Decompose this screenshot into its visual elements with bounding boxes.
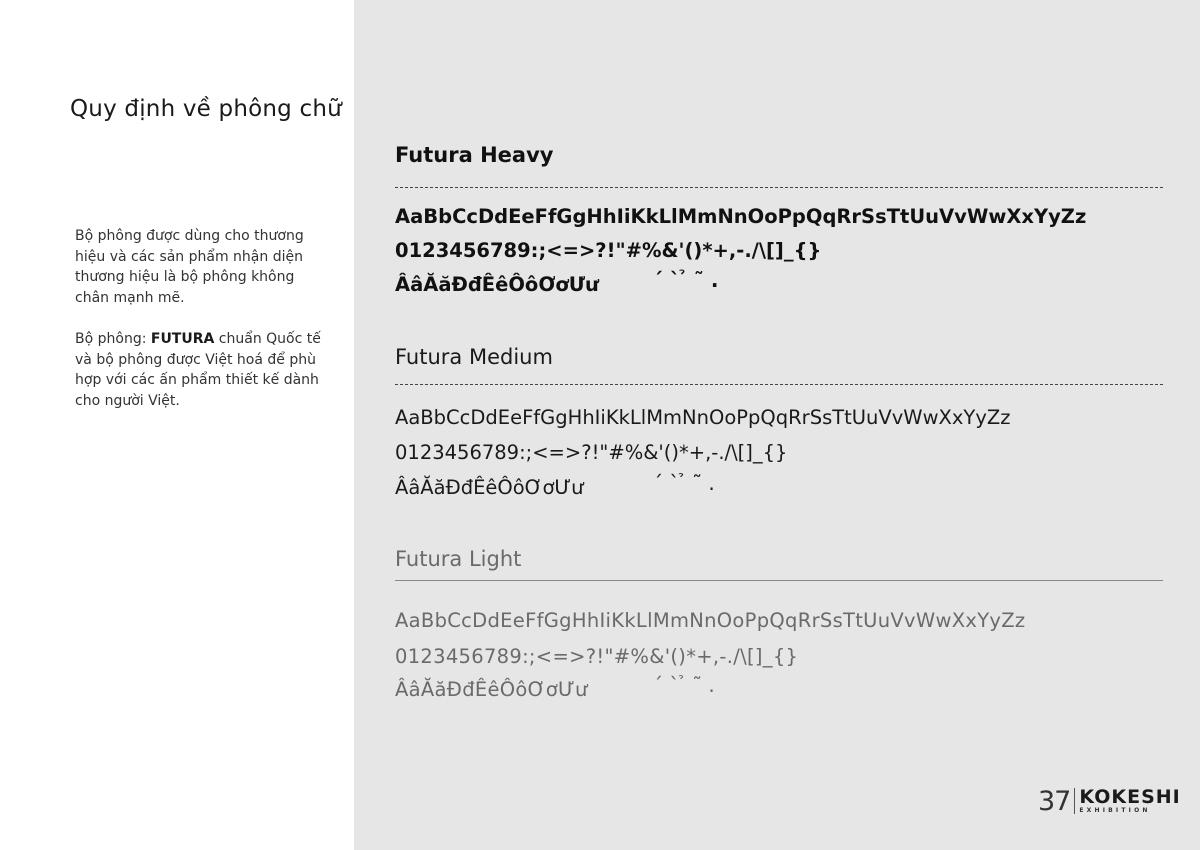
alphabet-line: AaBbCcDdEeFfGgHhIiKkLlMmNnOoPpQqRrSsTtUuVvWwXxYyZz bbox=[395, 205, 1087, 228]
vietnamese-line: ÂâĂăĐđÊêÔôƠơƯư bbox=[395, 476, 584, 499]
diacritic-marks: ´ ` ̉ ˜ . bbox=[653, 268, 719, 292]
symbols-line: 0123456789:;<=>?!"#%&'()*+,-./\[]_{} bbox=[395, 645, 799, 668]
brand-footer bbox=[1038, 784, 1181, 818]
brand-logo bbox=[1079, 788, 1180, 814]
font-family-suffix: chuẩn Quốc tế và bộ phông được Việt hoá để phù hợp với các ấn phẩm thiết kế dành cho người Việt. bbox=[75, 331, 321, 409]
font-family-note bbox=[75, 329, 325, 411]
vietnamese-line: ÂâĂăĐđÊêÔôƠơƯư bbox=[395, 273, 599, 296]
alphabet-line: AaBbCcDdEeFfGgHhIiKkLlMmNnOoPpQqRrSsTtUuVvWwXxYyZz bbox=[395, 406, 1011, 429]
font-specimen-heavy bbox=[395, 142, 1163, 312]
divider-dashed bbox=[395, 384, 1163, 385]
font-description: Bộ phông được dùng cho thương hiệu và các sản phẩm nhận diện thương hiệu là bộ phông không chân mạnh mẽ. bbox=[75, 228, 304, 306]
font-family-prefix: Bộ phông: bbox=[75, 331, 151, 347]
font-specimen-light bbox=[395, 546, 1163, 716]
diacritic-marks: ´ ` ̉ ˜ . bbox=[653, 673, 715, 697]
diacritic-marks: ´ ` ̉ ˜ . bbox=[653, 471, 715, 495]
vietnamese-line: ÂâĂăĐđÊêÔôƠơƯư bbox=[395, 678, 588, 701]
left-panel bbox=[0, 0, 354, 850]
brand-name: KOKESHI bbox=[1079, 786, 1181, 808]
brand-separator bbox=[1074, 788, 1075, 814]
symbols-line: 0123456789:;<=>?!"#%&'()*+,-./\[]_{} bbox=[395, 441, 788, 464]
font-name-medium: Futura Medium bbox=[395, 345, 553, 369]
page-number: 37 bbox=[1038, 785, 1071, 817]
font-name-heavy: Futura Heavy bbox=[395, 143, 554, 167]
font-name-light: Futura Light bbox=[395, 547, 522, 571]
alphabet-line: AaBbCcDdEeFfGgHhIiKkLlMmNnOoPpQqRrSsTtUuVvWwXxYyZz bbox=[395, 609, 1026, 632]
font-specimen-medium bbox=[395, 344, 1163, 514]
divider-solid bbox=[395, 580, 1163, 581]
page-title: Quy định về phông chữ bbox=[70, 96, 342, 122]
symbols-line: 0123456789:;<=>?!"#%&'()*+,-./\[]_{} bbox=[395, 239, 822, 262]
divider-dashed bbox=[395, 187, 1163, 188]
font-family-name: FUTURA bbox=[150, 331, 215, 347]
brand-subtitle: EXHIBITION bbox=[1079, 807, 1151, 814]
